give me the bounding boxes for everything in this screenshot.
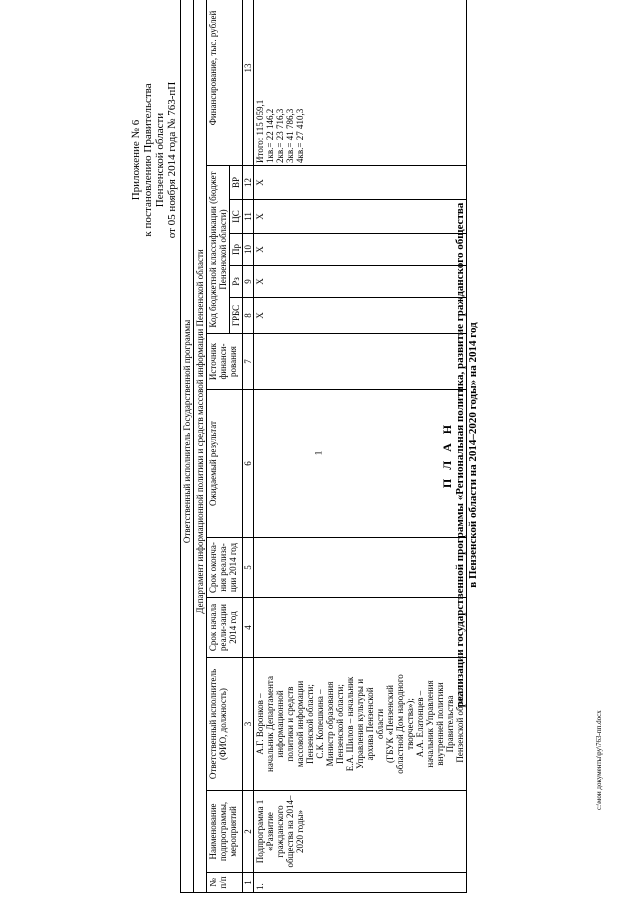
col-header-vr: ВР [230, 166, 243, 200]
responsible-executor [254, 658, 467, 791]
executor-line: Пензенской области [455, 685, 465, 763]
col-header-cs: ЦС [230, 200, 243, 234]
funding-amounts [254, 0, 467, 166]
executor-line: Правительства [445, 695, 455, 753]
executor-line: Пензенской области; [335, 684, 345, 764]
expected-result-cell [254, 390, 467, 538]
funding-line: 1кв.= 22 146,2 [265, 108, 275, 163]
col-header-grbs: ГРБС [230, 298, 243, 334]
executor-line: информационной [275, 690, 285, 758]
col-header-pr: Пр [230, 234, 243, 266]
executor-line: политики и средств [285, 686, 295, 762]
executor-line: области [375, 708, 385, 740]
col-header-funding: Финансирование, тыс. рублей [207, 0, 243, 166]
row-number: 1. [254, 873, 467, 893]
approval-line-1: Приложение № 6 [130, 119, 142, 201]
executor-line: областной Дом народного [395, 674, 405, 774]
column-number: 9 [243, 266, 254, 298]
table-header-department: Департамент информационной политики и средств массовой информации Пензенской области [194, 0, 207, 893]
start-date-cell [254, 598, 467, 658]
footer-file-path: с:\мои документы\ру\763-пп.docx [595, 710, 603, 810]
column-number: 12 [243, 166, 254, 200]
executor-line: массовой информации [295, 680, 305, 768]
column-number: 4 [243, 598, 254, 658]
approval-line-2: к постановлению Правительства [142, 83, 154, 237]
executor-line: (ГБУК «Пензенский [385, 685, 395, 763]
funding-line: 3кв.= 41 786,3 [285, 108, 295, 163]
page-number: 1 [313, 450, 324, 456]
title-line-1: реализации государственной программы «Региональная политика, развитие гражданского общества [454, 202, 466, 708]
executor-line: внутренней политики [435, 682, 445, 766]
approval-line-4: от 05 ноября 2014 года № 763-пП [166, 81, 178, 239]
col-header-result: Ожидаемый результат [207, 390, 243, 538]
table-row [254, 0, 467, 893]
vr-value: Х [254, 166, 467, 200]
funding-source-cell [254, 334, 467, 390]
col-header-name: Наименование подпрограммы, мероприятий [207, 791, 243, 873]
col-header-rz: Рз [230, 266, 243, 298]
table-header-executor-program: Ответственный исполнитель Государственной программы [181, 0, 194, 893]
column-number: 7 [243, 334, 254, 390]
executor-line: творчества»); [405, 698, 415, 750]
col-header-source: Источник финанси-рования [207, 334, 243, 390]
funding-line: 2кв.= 23 716,3 [275, 108, 285, 163]
executor-line: архива Пензенской [365, 687, 375, 761]
executor-line: Пензенской области; [305, 684, 315, 764]
column-number: 8 [243, 298, 254, 334]
plan-table [180, 0, 467, 893]
executor-line: А.А. Елатонцев – [415, 690, 425, 758]
column-number: 3 [243, 658, 254, 791]
col-header-no: № п/п [207, 873, 243, 893]
rz-value: Х [254, 266, 467, 298]
end-date-cell [254, 538, 467, 598]
col-header-end: Срок оконча-ния реализа-ции 2014 год [207, 538, 243, 598]
col-header-budget-code: Код бюджетной классификации (бюджет Пензенской области) [207, 166, 230, 334]
column-number: 11 [243, 200, 254, 234]
cs-value: Х [254, 200, 467, 234]
executor-line: С.К. Копешкина – [315, 689, 325, 759]
approval-block [130, 55, 178, 265]
col-header-executor: Ответственный исполнитель (ФИО, должность) [207, 658, 243, 791]
column-number: 6 [243, 390, 254, 538]
approval-line-3: Пензенской области [154, 112, 166, 208]
column-number: 2 [243, 791, 254, 873]
subprogram-name: Подпрограмма 1 «Развитие гражданского общества на 2014–2020 годы» [254, 791, 467, 873]
column-number: 13 [243, 0, 254, 166]
executor-line: Управления культуры и [355, 678, 365, 770]
title-line-2: в Пензенской области на 2014–2020 годы» на 2014 год [467, 322, 479, 588]
funding-line: 4кв.= 27 410,3 [295, 108, 305, 163]
funding-line: Итого: 115 059,1 [255, 99, 265, 163]
executor-line: начальник Управления [425, 680, 435, 768]
column-number: 10 [243, 234, 254, 266]
column-number: 5 [243, 538, 254, 598]
executor-line: начальник Департамента [265, 676, 275, 772]
pr-value: Х [254, 234, 467, 266]
plan-title: П Л А Н [440, 421, 454, 489]
col-header-start: Срок начала реали-зации 2014 год [207, 598, 243, 658]
grbs-value: Х [254, 298, 467, 334]
executor-line: Е.А. Шилов – начальник [345, 676, 355, 772]
executor-line: Министр образования [325, 681, 335, 767]
column-number: 1 [243, 873, 254, 893]
executor-line: А.Г. Воронков – [255, 693, 265, 755]
